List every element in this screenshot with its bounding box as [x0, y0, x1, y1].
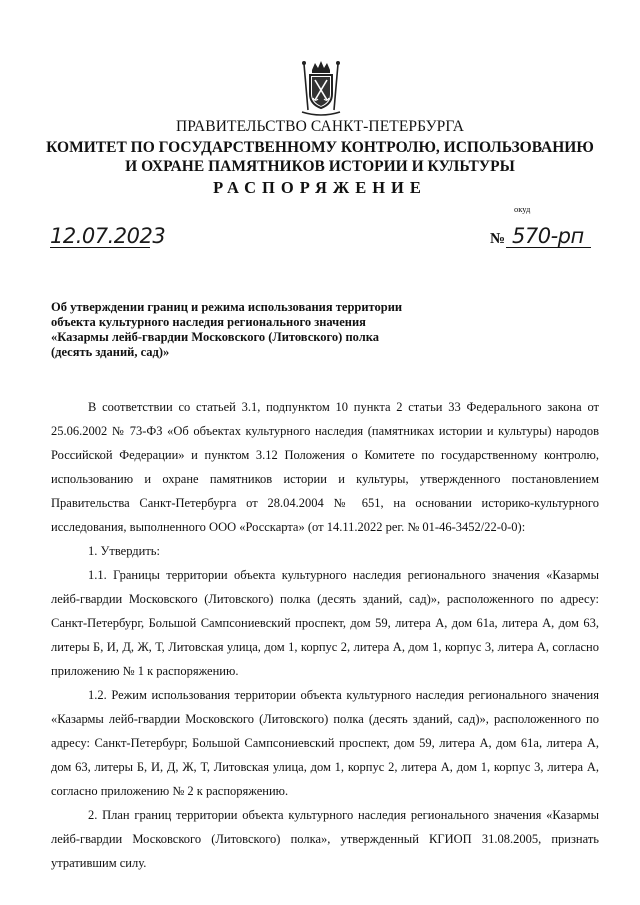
item-1-1: 1.1. Границы территории объекта культурного наследия регионального значения «Казармы лейб-гвардии Московского (Литовского) полка (десять зданий, сад)», расположенного по адресу: Санкт-Петербург, Большой Сампсониевский проспект, дом 59, литера А, дом 61а, литера А, дом 63, литеры Б, И, Д, Ж, Т, Литовская улица, дом 1, корпус 2, литера А, дом 1, корпус 3, литера А, согласно приложению № 1 к распоряжению.: [51, 568, 599, 678]
subject-line-2: объекта культурного наследия регионального значения: [51, 315, 366, 329]
committee-name: [0, 138, 640, 176]
item-1-2: 1.2. Режим использования территории объекта культурного наследия регионального значения «Казармы лейб-гвардии Московского (Литовского) полка (десять зданий, сад)», расположенного по адресу: Санкт-Петербург, Большой Сампсониевский проспект, дом 59, литера А, дом 61а, литера А, дом 63, литеры Б, И, Д, Ж, Т, Литовская улица, дом 1, корпус 2, литера А, дом 1, корпус 3, литера А, согласно приложению № 2 к распоряжению.: [51, 688, 599, 798]
government-name: ПРАВИТЕЛЬСТВО САНКТ-ПЕТЕРБУРГА: [175, 118, 465, 135]
preamble-paragraph: В соответствии со статьей 3.1, подпунктом 10 пункта 2 статьи 33 Федерального закона от 25.06.2002 № 73-ФЗ «Об объектах культурного наследия (памятниках истории и культуры) народов Российской Федерации» и пунктом 3.12 Положения о Комитете по государственному контролю, использованию и охране памятников истории и культуры, утвержденного постановлением Правительства Санкт-Петербурга от 28.04.2004 № 651, на основании историко-культурного исследования, выполненного ООО «Росскарта» (от 14.11.2022 рег. № 01-46-3452/22-0-0):: [51, 400, 599, 534]
coat-of-arms-icon: [296, 58, 346, 118]
subject-line-1: Об утверждении границ и режима использования территории: [51, 300, 403, 314]
item-1: 1. Утвердить:: [88, 544, 160, 558]
document-type: РАСПОРЯЖЕНИЕ: [213, 178, 427, 197]
item-2: 2. План границ территории объекта культурного наследия регионального значения «Казармы лейб-гвардии Московского (Литовского) полка», утвержденный КГИОП 31.08.2005, признать утратившим силу.: [51, 808, 599, 870]
number-sign: №: [490, 231, 506, 247]
committee-line-1: КОМИТЕТ ПО ГОСУДАРСТВЕННОМУ КОНТРОЛЮ, ИСПОЛЬЗОВАНИЮ: [46, 139, 594, 156]
date-underline: [50, 247, 150, 248]
document-subject: [51, 300, 431, 360]
subject-line-3: «Казармы лейб-гвардии Московского (Литовского) полка: [51, 330, 380, 344]
subject-line-4: (десять зданий, сад)»: [51, 345, 170, 359]
document-body: [51, 395, 599, 875]
handwritten-date: 12.07.2023: [50, 224, 166, 248]
number-underline: [506, 247, 591, 248]
document-date: [50, 224, 166, 248]
handwritten-number: 570-рп: [512, 224, 584, 248]
okud-label: окуд: [514, 204, 531, 214]
committee-line-2: И ОХРАНЕ ПАМЯТНИКОВ ИСТОРИИ И КУЛЬТУРЫ: [125, 158, 515, 175]
document-number: [506, 224, 591, 248]
